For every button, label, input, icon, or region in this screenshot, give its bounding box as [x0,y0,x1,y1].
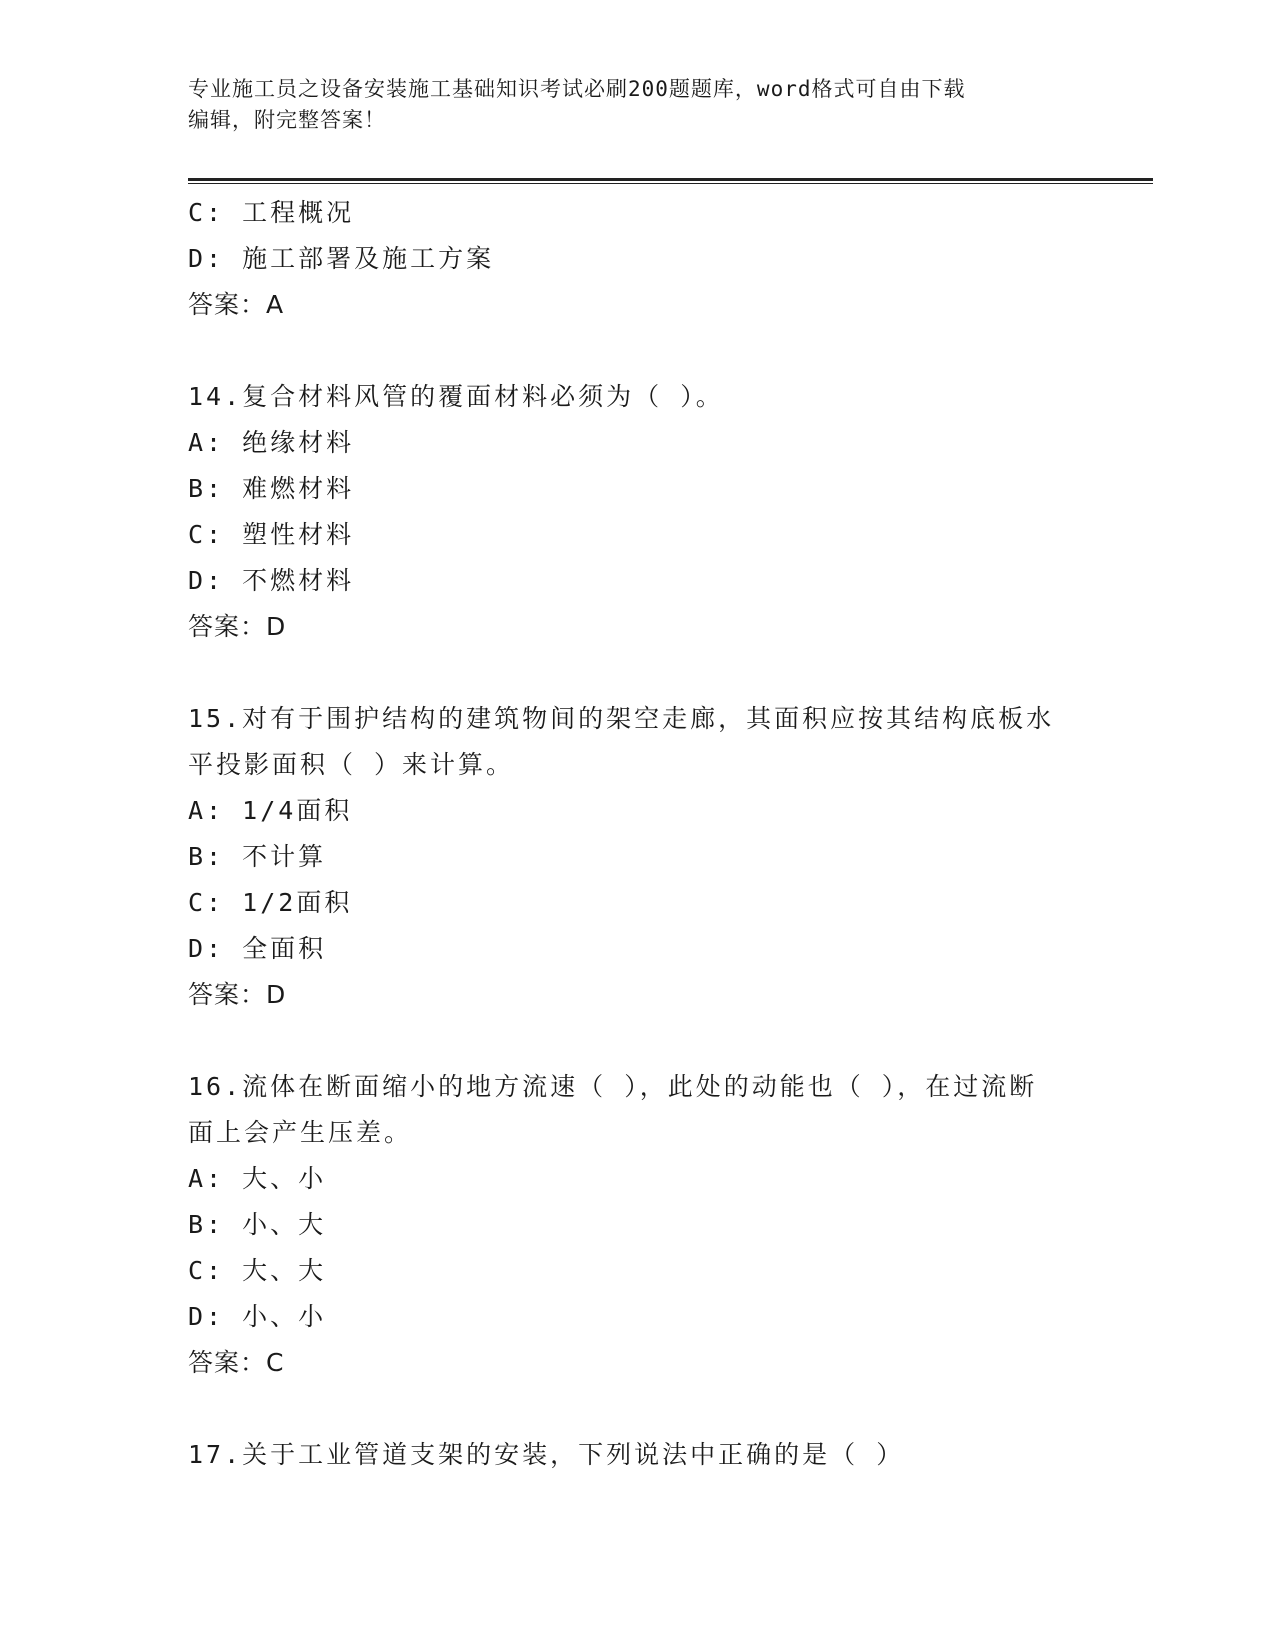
option-a: A: 绝缘材料 [188,428,355,457]
option-b: B: 小、大 [188,1210,327,1239]
option-c: C: 大、大 [188,1256,327,1285]
question-text: 14.复合材料风管的覆面材料必须为（ ）。 [188,382,724,411]
question-text: 15.对有于围护结构的建筑物间的架空走廊，其面积应按其结构底板水 [188,704,1055,733]
document-header [188,74,1088,136]
option-c: C: 塑性材料 [188,520,355,549]
option-d: D: 施工部署及施工方案 [188,244,495,273]
header-divider-thin [188,183,1153,184]
option-b: B: 难燃材料 [188,474,355,503]
option-a: A: 大、小 [188,1164,327,1193]
question-16 [188,1064,1088,1386]
question-text: 16.流体在断面缩小的地方流速（ ），此处的动能也（ ），在过流断 [188,1072,1038,1101]
answer-line: 答案：D [188,980,287,1009]
question-17 [188,1432,1088,1478]
option-d: D: 全面积 [188,934,327,963]
question-text-continued: 面上会产生压差。 [188,1118,413,1147]
header-line-1: 专业施工员之设备安装施工基础知识考试必刷200题题库，word格式可自由下载 [188,77,966,101]
question-14 [188,374,1088,650]
question-text-continued: 平投影面积（ ）来计算。 [188,750,515,779]
question-text: 17.关于工业管道支架的安装，下列说法中正确的是（ ） [188,1440,905,1469]
header-line-2: 编辑，附完整答案！ [188,108,386,132]
option-d: D: 不燃材料 [188,566,355,595]
answer-line: 答案：A [188,290,285,319]
option-c: C: 1/2面积 [188,888,353,917]
option-c: C: 工程概况 [188,198,355,227]
answer-line: 答案：D [188,612,287,641]
question-15 [188,696,1088,1018]
question-13-tail [188,190,1088,328]
answer-line: 答案：C [188,1348,285,1377]
question-list [188,190,1088,1478]
option-a: A: 1/4面积 [188,796,353,825]
option-b: B: 不计算 [188,842,327,871]
header-divider-thick [188,178,1153,181]
option-d: D: 小、小 [188,1302,327,1331]
